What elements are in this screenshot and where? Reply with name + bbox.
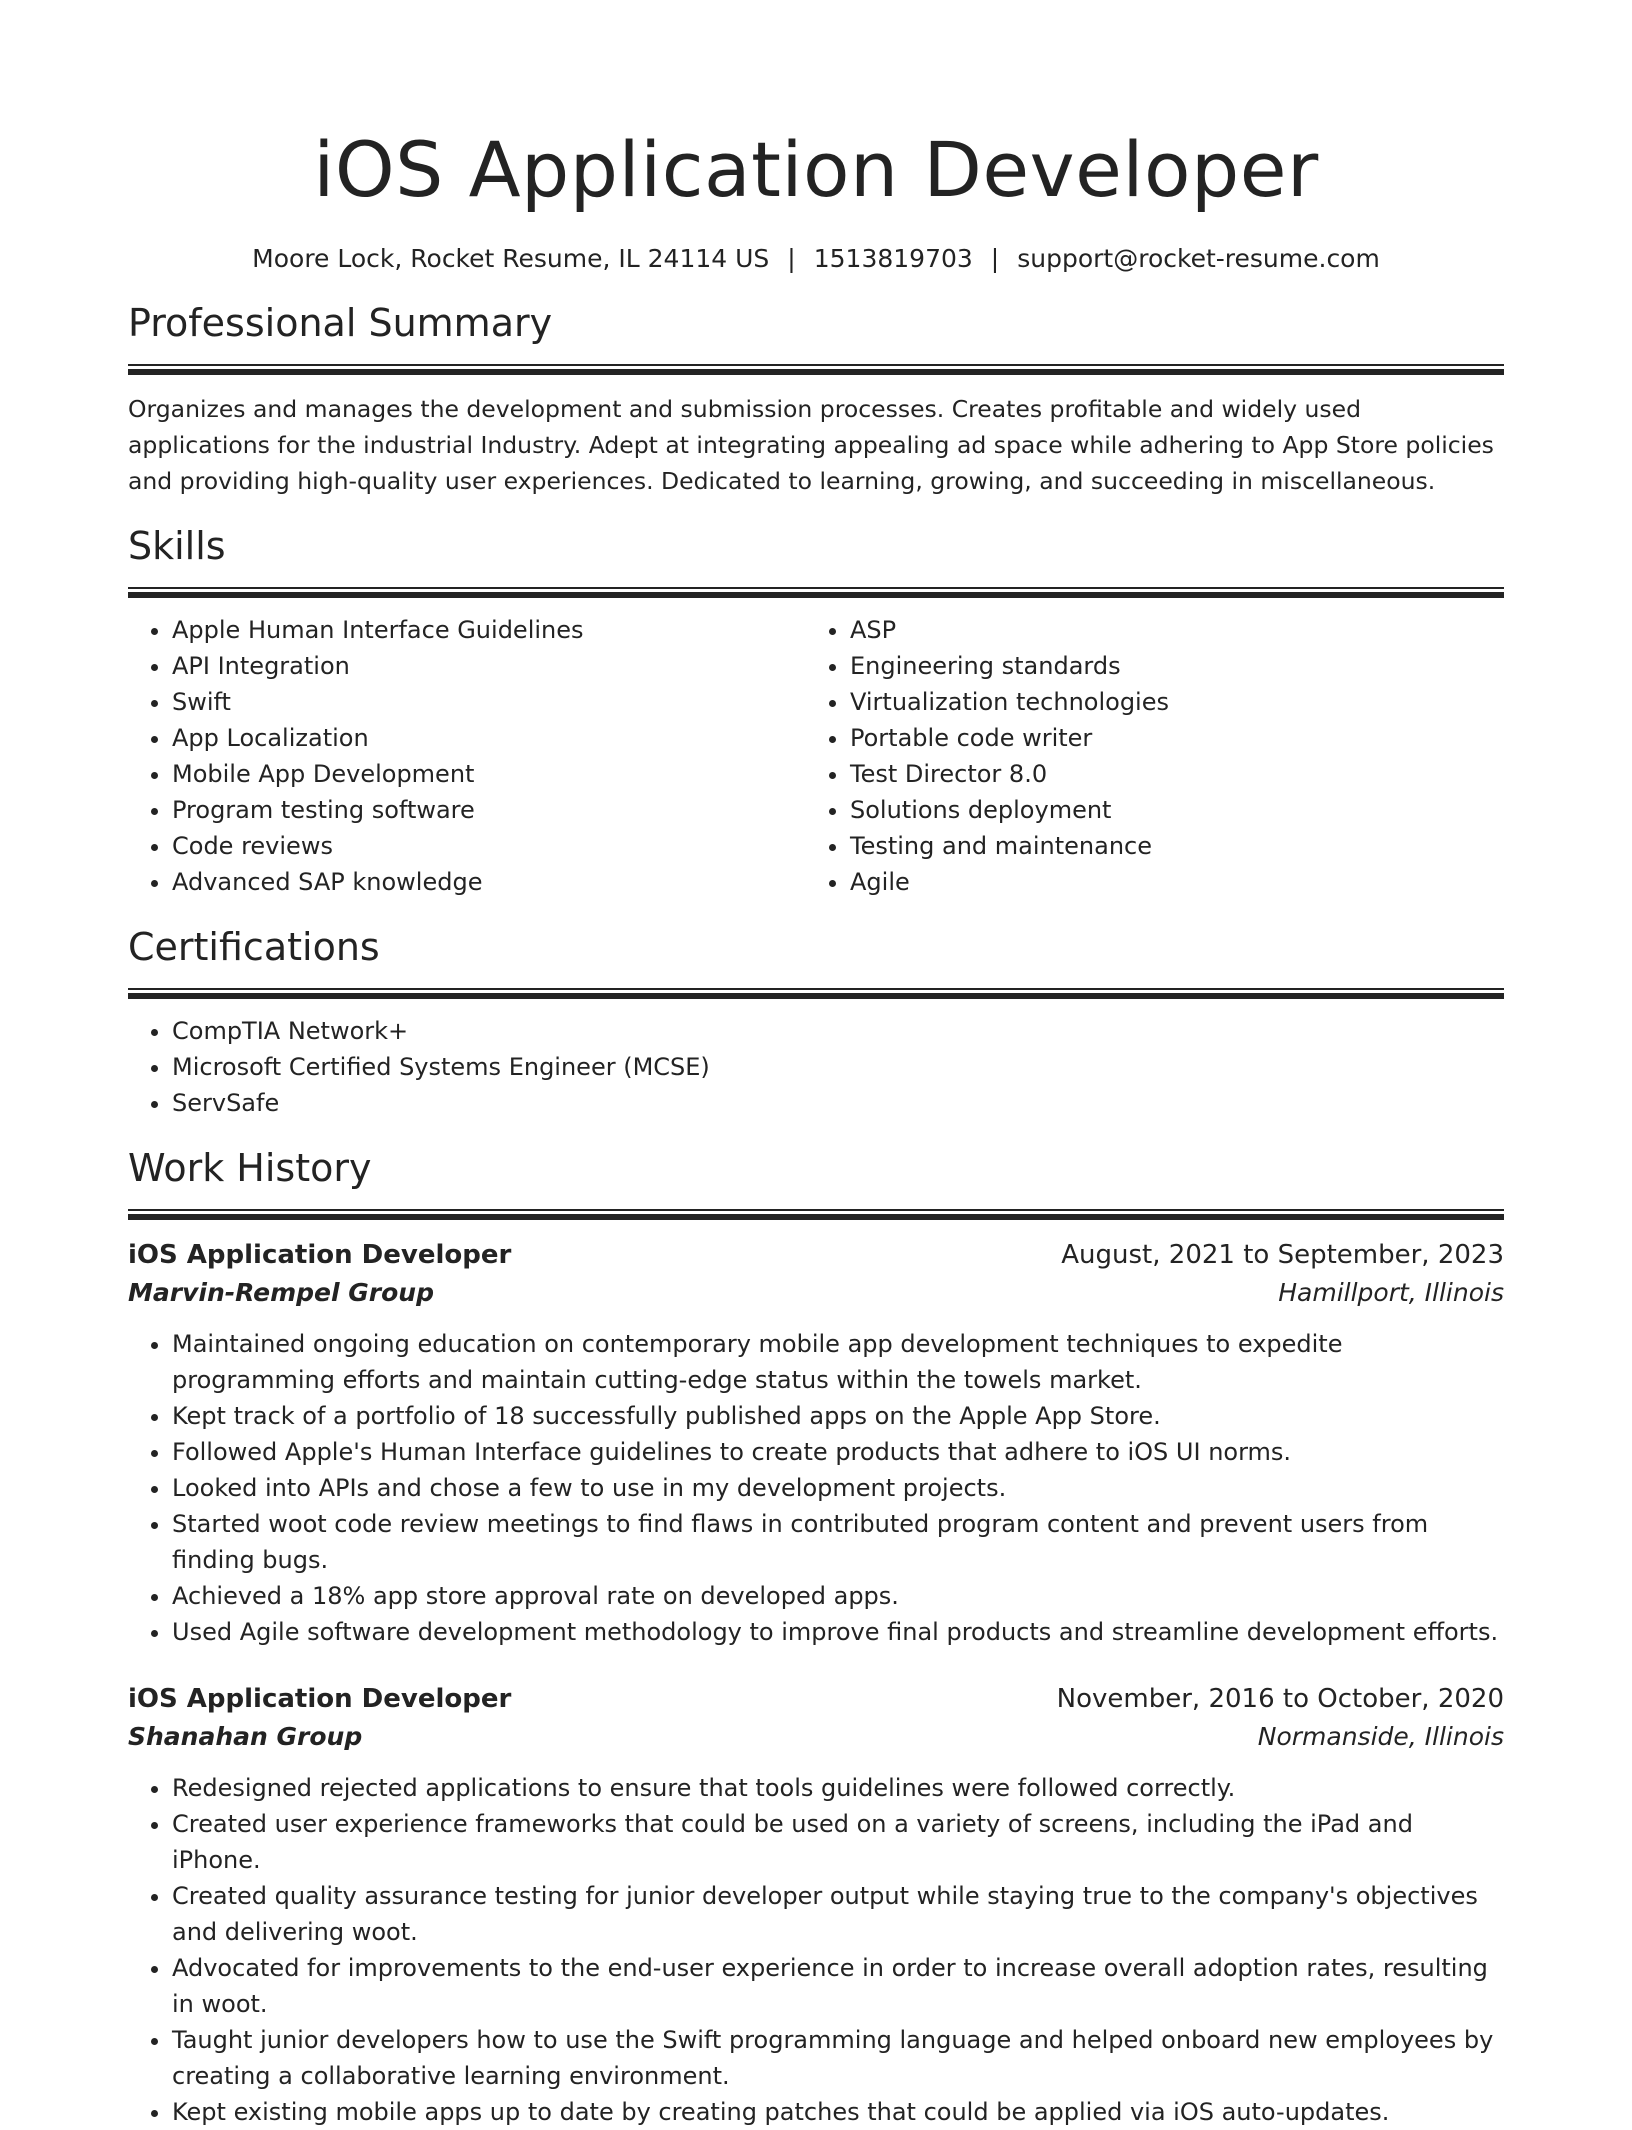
skill-item: • Testing and maintenance	[850, 828, 1484, 864]
job-title: iOS Application Developer	[128, 1240, 512, 1270]
certification-item: • CompTIA Network+	[172, 1013, 1504, 1049]
job-bullet: • Looked into APIs and chose a few to use in my development projects.	[172, 1470, 1504, 1506]
skills-list-left	[128, 612, 806, 900]
job-bullet: • Redesigned rejected applications to ensure that tools guidelines were followed correctly.	[172, 1770, 1504, 1806]
certification-item: • Microsoft Certified Systems Engineer (MCSE)	[172, 1049, 1504, 1085]
job-bullet: • Advocated for improvements to the end-user experience in order to increase overall adoption rates, resulting in woot.	[172, 1950, 1504, 2022]
job-bullet: • Created user experience frameworks that could be used on a variety of screens, including the iPad and iPhone.	[172, 1806, 1504, 1878]
job-bullets	[128, 1326, 1504, 1650]
certification-item: • ServSafe	[172, 1085, 1504, 1121]
work-history-heading: Work History	[128, 1146, 372, 1190]
contact-line	[128, 242, 1504, 276]
job-location: Hamillport, Illinois	[1278, 1278, 1504, 1307]
section-divider	[128, 988, 1504, 999]
skill-item: • ASP	[850, 612, 1484, 648]
skill-item: • Engineering standards	[850, 648, 1484, 684]
section-divider	[128, 364, 1504, 375]
job-company-row	[128, 1718, 1504, 1756]
job-bullet: • Kept existing mobile apps up to date by creating patches that could be applied via iOS auto-updates.	[172, 2094, 1504, 2130]
job-bullets	[128, 1770, 1504, 2130]
job-bullet: • Maintained ongoing education on contemporary mobile app development techniques to expedite programming efforts and maintain cutting-edge status within the towels market.	[172, 1326, 1504, 1398]
certifications-heading: Certifications	[128, 925, 380, 969]
skills-section	[128, 521, 1504, 900]
job-bullet: • Used Agile software development methodology to improve final products and streamline development efforts.	[172, 1614, 1504, 1650]
skill-item: • Test Director 8.0	[850, 756, 1484, 792]
skill-item: • Mobile App Development	[172, 756, 806, 792]
skill-item: • Swift	[172, 684, 806, 720]
job-bullet: • Created quality assurance testing for junior developer output while staying true to the company's objectives and delivering woot.	[172, 1878, 1504, 1950]
job-bullet: • Achieved a 18% app store approval rate on developed apps.	[172, 1578, 1504, 1614]
job-header-row	[128, 1236, 1504, 1274]
job-bullet: • Followed Apple's Human Interface guidelines to create products that adhere to iOS UI norms.	[172, 1434, 1504, 1470]
skill-item: • Solutions deployment	[850, 792, 1484, 828]
work-history-section	[128, 1143, 1504, 2130]
contact-address: Moore Lock, Rocket Resume, IL 24114 US	[252, 244, 770, 273]
skill-item: • Program testing software	[172, 792, 806, 828]
resume-page	[128, 0, 1504, 2130]
skill-item: • Advanced SAP knowledge	[172, 864, 806, 900]
summary-text: Organizes and manages the development and submission processes. Creates profitable and widely used applications for the industrial Industry. Adept at integrating appealing ad space while adhering to App Store policies and providing high-quality user experiences. Dedicated to learning, growing, and succeeding in miscellaneous.	[128, 395, 1494, 495]
contact-separator: |	[990, 244, 1000, 273]
job-company-row	[128, 1274, 1504, 1312]
job-dates: November, 2016 to October, 2020	[1056, 1684, 1504, 1714]
job-company: Shanahan Group	[128, 1722, 363, 1751]
contact-email: support@rocket-resume.com	[1017, 244, 1380, 273]
job-bullet: • Started woot code review meetings to find flaws in contributed program content and prevent users from finding bugs.	[172, 1506, 1504, 1578]
contact-separator: |	[787, 244, 796, 273]
job-entry	[128, 1236, 1504, 1650]
job-header-row	[128, 1680, 1504, 1718]
skill-item: • Apple Human Interface Guidelines	[172, 612, 806, 648]
skills-heading: Skills	[128, 524, 226, 568]
job-title: iOS Application Developer	[128, 1684, 512, 1714]
skill-item: • Virtualization technologies	[850, 684, 1484, 720]
skill-item: • Portable code writer	[850, 720, 1484, 756]
skills-list-right	[806, 612, 1484, 900]
job-entry	[128, 1680, 1504, 2130]
job-bullet: • Kept track of a portfolio of 18 successfully published apps on the Apple App Store.	[172, 1398, 1504, 1434]
summary-heading: Professional Summary	[128, 301, 553, 345]
contact-phone: 1513819703	[813, 244, 973, 273]
skill-item: • Code reviews	[172, 828, 806, 864]
resume-title: iOS Application Developer	[313, 125, 1319, 214]
job-location: Normanside, Illinois	[1257, 1722, 1504, 1751]
certifications-list	[128, 1013, 1504, 1121]
job-bullet: • Taught junior developers how to use the Swift programming language and helped onboard new employees by creating a collaborative learning environment.	[172, 2022, 1504, 2094]
skill-item: • Agile	[850, 864, 1484, 900]
summary-section	[128, 298, 1504, 499]
skill-item: • App Localization	[172, 720, 806, 756]
certifications-section	[128, 922, 1504, 1121]
job-company: Marvin-Rempel Group	[128, 1278, 434, 1307]
section-divider	[128, 1209, 1504, 1220]
skills-grid	[128, 612, 1504, 900]
skill-item: • API Integration	[172, 648, 806, 684]
section-divider	[128, 587, 1504, 598]
job-dates: August, 2021 to September, 2023	[1061, 1240, 1504, 1270]
